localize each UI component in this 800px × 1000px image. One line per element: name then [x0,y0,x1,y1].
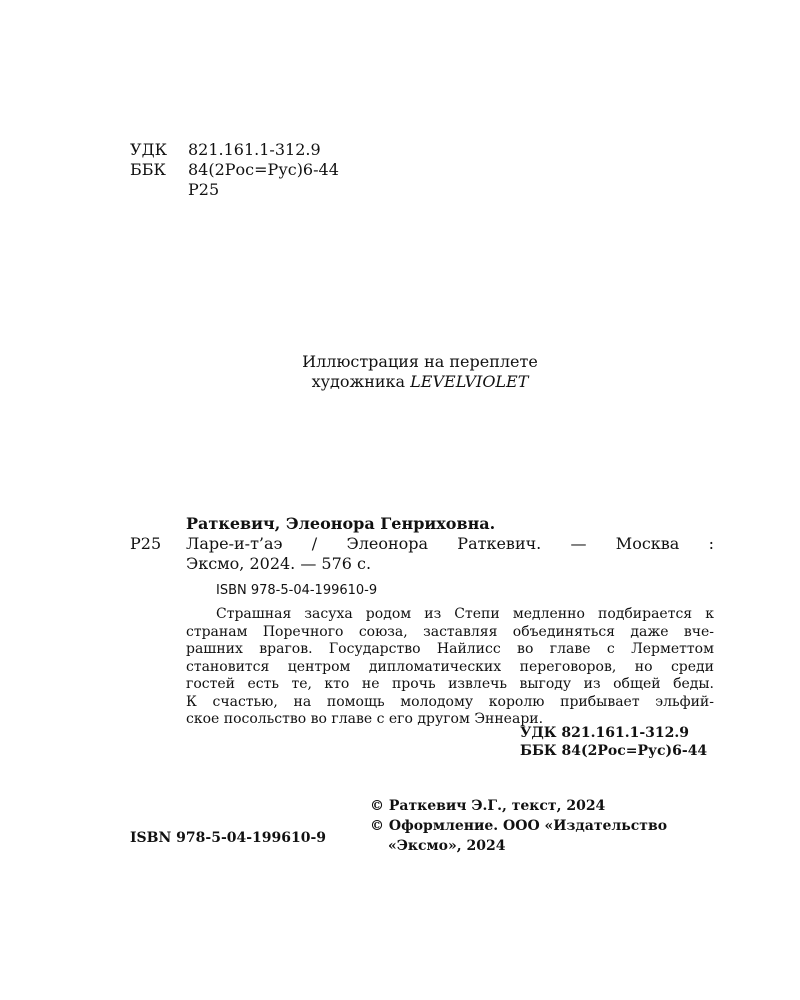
annotation-line: К счастью, на помощь молодому королю прибывает эльфий- [186,693,714,710]
udk-label: УДК [130,140,167,159]
illustration-line-1: Иллюстрация на переплете [302,352,538,371]
artist-name: LEVELVIOLET [410,372,529,391]
illustration-credit [200,352,640,392]
annotation-line: странам Поречного союза, заставляя объединяться даже вче- [186,623,714,640]
annotation-line: гостей есть те, кто не прочь извлечь выгоду из общей беды. [186,676,714,692]
description-line-2: Эксмо, 2024. — 576 с. [186,554,372,573]
bbk-value: 84(2Рос=Рус)6-44 [188,160,339,179]
isbn-bottom: ISBN 978-5-04-199610-9 [130,830,327,846]
annotation [186,606,714,729]
copyright-text-line: © Раткевич Э.Г., текст, 2024 [370,798,606,814]
entry-isbn: ISBN 978-5-04-199610-9 [216,583,378,598]
copyright-design-line: © Оформление. ООО «Издательство [370,818,668,834]
udk-code-right: УДК 821.161.1-312.9 [520,725,690,741]
classification-codes-right [520,724,707,760]
bbk-code-right: ББК 84(2Рос=Рус)6-44 [520,743,708,759]
bbk-label: ББК [130,160,166,179]
author-mark: Р25 [188,180,220,199]
illustration-line-2 [200,372,640,392]
annotation-line: Страшная засуха родом из Степи медленно подбирается к [216,606,714,622]
bibliographic-description [186,534,714,574]
entry-author-mark: Р25 [130,534,162,553]
description-line-1: Ларе-и-т’аэ / Элеонора Раткевич. — Москва : [186,534,714,553]
annotation-line: ское посольство во главе с его другом Эннеари. [186,711,544,727]
annotation-line: становится центром дипломатических переговоров, но среди [186,658,714,675]
copyright-block [370,796,667,856]
udk-value: 821.161.1-312.9 [188,140,321,159]
illustration-prefix: художника [311,372,411,391]
author-heading: Раткевич, Элеонора Генриховна. [186,514,496,533]
copyright-publisher-line: «Эксмо», 2024 [388,838,506,854]
annotation-line: рашних врагов. Государство Найлисс во главе с Лерметтом [186,641,714,657]
